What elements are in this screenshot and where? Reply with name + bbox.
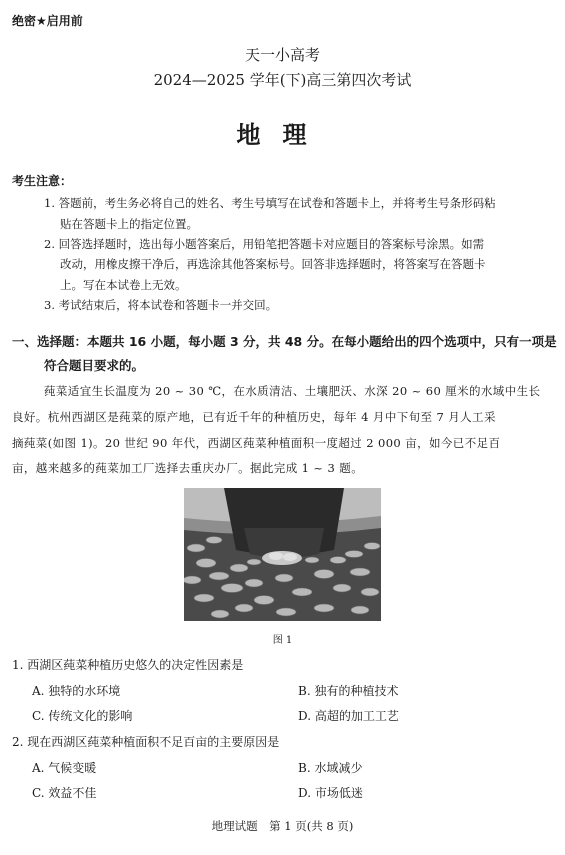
passage-line: 莼菜适宜生长温度为 20 ~ 30 ℃，在水质清洁、土壤肥沃、水深 20 ~ 60 厘米的水域中生长 xyxy=(44,384,541,398)
option-a: A. 独特的水环境 xyxy=(32,684,121,698)
page-footer: 地理试题 第 1 页(共 8 页) xyxy=(211,819,354,833)
notice-line: 2. 回答选择题时，选出每小题答案后，用铅笔把答题卡对应题目的答案标号涂黑。如需 xyxy=(44,237,485,251)
section-heading-cont: 符合题目要求的。 xyxy=(44,358,145,373)
passage-line: 良好。杭州西湖区是莼菜的原产地，已有近千年的种植历史，每年 4 月中下旬至 7 月人工采 xyxy=(12,410,496,424)
subject-title: 地理 xyxy=(236,121,329,149)
exam-title: 2024—2025 学年(下)高三第四次考试 xyxy=(153,71,412,89)
question-stem: 1. 西湖区莼菜种植历史悠久的决定性因素是 xyxy=(12,658,244,672)
question-stem: 2. 现在西湖区莼菜种植面积不足百亩的主要原因是 xyxy=(12,735,280,749)
section-heading: 一、选择题：本题共 16 小题，每小题 3 分，共 48 分。在每小题给出的四个选项中，只有一项是 xyxy=(12,334,557,349)
option-a: A. 气候变暖 xyxy=(32,761,97,775)
notice-line: 1. 答题前，考生务必将自己的姓名、考生号填写在试卷和答题卡上，并将考生号条形码粘 xyxy=(44,196,496,210)
notice-line: 贴在答题卡上的指定位置。 xyxy=(60,217,198,231)
passage-line: 摘莼菜(如图 1)。20 世纪 90 年代，西湖区莼菜种植面积一度超过 2 000 亩，如今已不足百 xyxy=(12,436,501,450)
figure-caption: 图 1 xyxy=(272,635,293,646)
notice-title: 考生注意： xyxy=(12,174,73,188)
figure-1-photo xyxy=(184,488,381,621)
notice-line: 3. 考试结束后，将本试卷和答题卡一并交回。 xyxy=(44,298,278,312)
notice-line: 改动，用橡皮擦干净后，再选涂其他答案标号。回答非选择题时，将答案写在答题卡 xyxy=(60,257,486,271)
option-d: D. 高超的加工工艺 xyxy=(298,709,399,723)
option-b: B. 独有的种植技术 xyxy=(298,684,399,698)
option-d: D. 市场低迷 xyxy=(298,786,363,800)
option-c: C. 效益不佳 xyxy=(32,786,97,800)
option-b: B. 水域减少 xyxy=(298,761,363,775)
confidential-label: 绝密★启用前 xyxy=(12,14,83,28)
option-c: C. 传统文化的影响 xyxy=(32,709,133,723)
exam-series-title: 天一小高考 xyxy=(244,46,320,64)
notice-line: 上。写在本试卷上无效。 xyxy=(60,278,187,292)
passage-line: 亩，越来越多的莼菜加工厂选择去重庆办厂。据此完成 1 ~ 3 题。 xyxy=(12,461,364,475)
